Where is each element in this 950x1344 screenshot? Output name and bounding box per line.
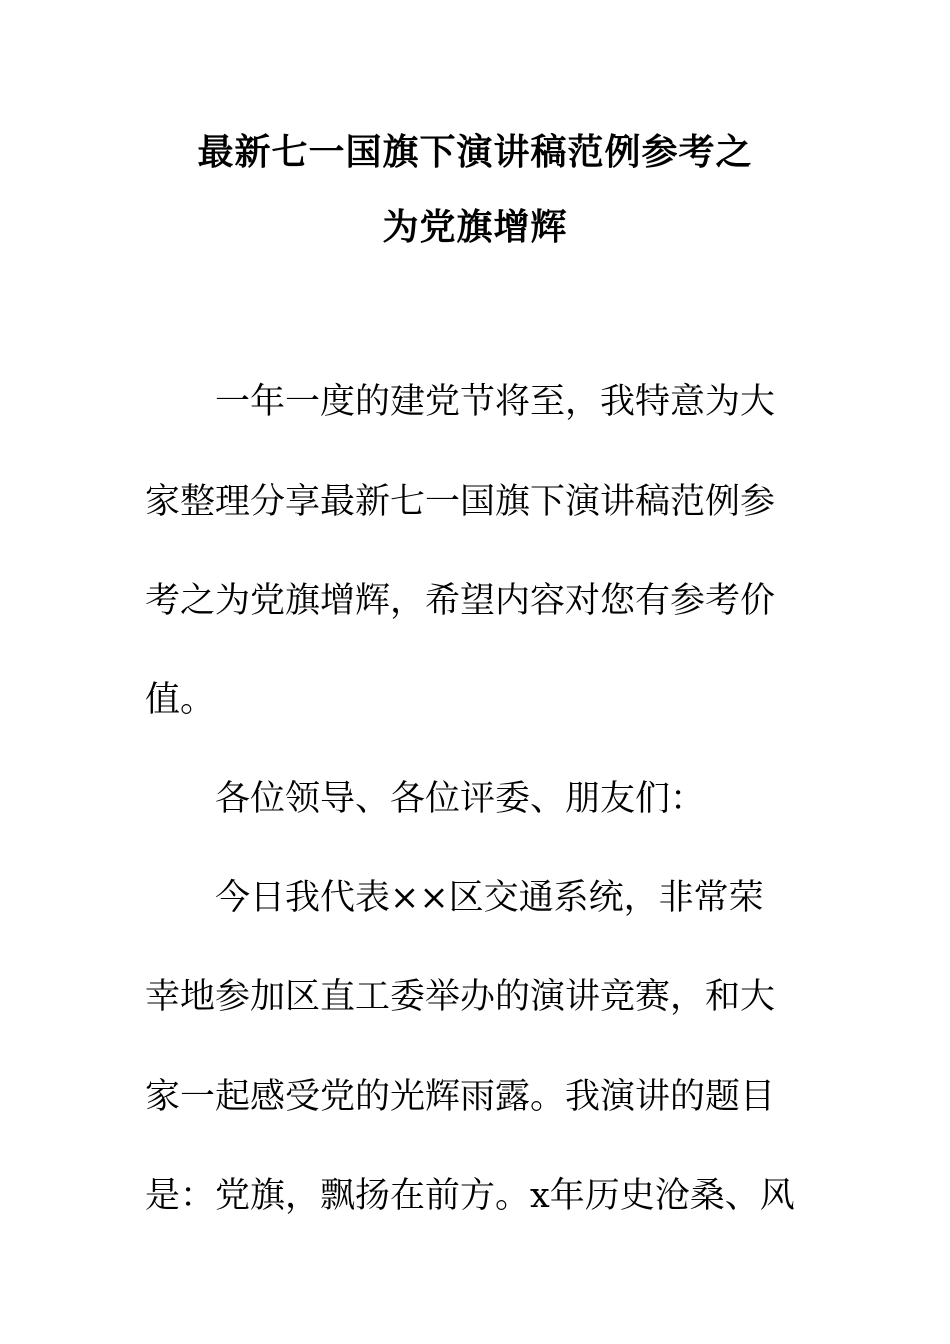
document-title-line-1: 最新七一国旗下演讲稿范例参考之	[197, 132, 753, 173]
paragraph-2-line-3: 家一起感受党的光辉雨露。我演讲的题目	[145, 1077, 776, 1117]
paragraph-1-line-1: 一年一度的建党节将至，我特意为大	[215, 382, 776, 422]
paragraph-2-line-2: 幸地参加区直工委举办的演讲竞赛，和大	[145, 977, 776, 1017]
paragraph-1-line-3: 考之为党旗增辉，希望内容对您有参考价	[145, 581, 776, 621]
paragraph-2-line-4: 是：党旗，飘扬在前方。x年历史沧桑、风	[145, 1176, 795, 1216]
paragraph-2-line-1: 今日我代表××区交通系统，非常荣	[215, 878, 764, 918]
salutation-line: 各位领导、各位评委、朋友们：	[215, 779, 706, 819]
document-title-line-2: 为党旗增辉	[382, 207, 568, 248]
paragraph-1-line-4: 值。	[145, 680, 216, 720]
paragraph-1-line-2: 家整理分享最新七一国旗下演讲稿范例参	[145, 482, 776, 522]
